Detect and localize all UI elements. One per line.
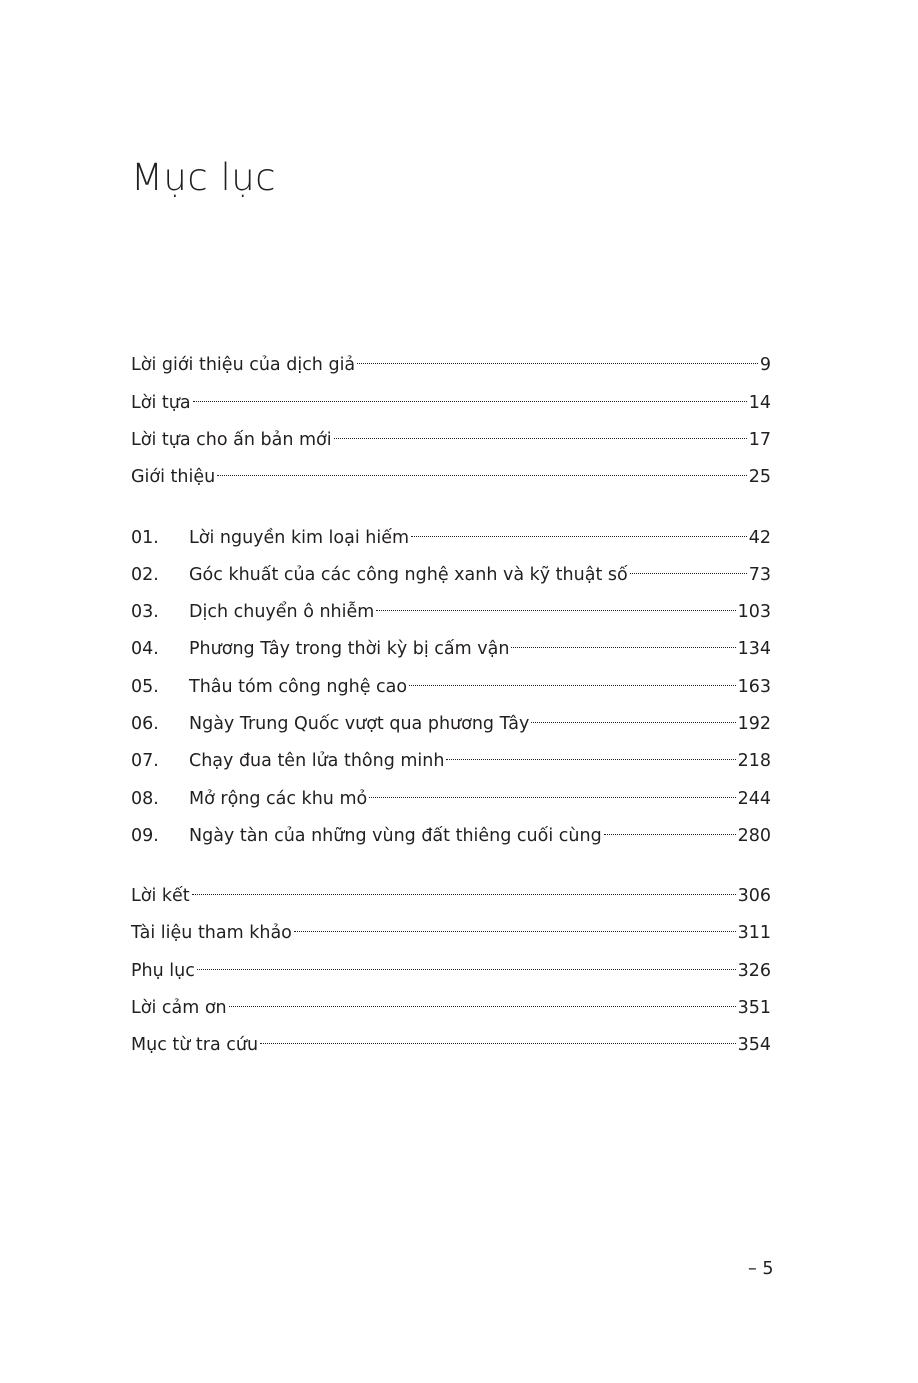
toc-entry-title: Dịch chuyển ô nhiễm xyxy=(189,602,375,622)
dot-leader xyxy=(334,419,747,445)
toc-entry-title: Lời cảm ơn xyxy=(131,998,227,1018)
dot-leader xyxy=(192,875,736,901)
dot-leader xyxy=(409,666,735,692)
toc-entry-title: Thâu tóm công nghệ cao xyxy=(189,677,408,697)
toc-entry-page: 280 xyxy=(737,826,771,846)
toc-entry-title: Mở rộng các khu mỏ xyxy=(189,789,368,809)
toc-entry-page: 42 xyxy=(748,528,771,548)
dot-leader xyxy=(411,517,747,543)
chapter-number: 05. xyxy=(131,677,159,697)
toc-entry-preface[interactable] xyxy=(131,382,771,413)
toc-entry-title: Lời tựa xyxy=(131,393,191,413)
toc-entry-title: Phương Tây trong thời kỳ bị cấm vận xyxy=(189,639,510,659)
toc-entry-title: Phụ lục xyxy=(131,961,195,981)
dot-leader xyxy=(531,703,735,729)
dot-leader xyxy=(511,628,735,654)
toc-entry-page: 244 xyxy=(737,789,771,809)
toc-entry-appendix[interactable] xyxy=(131,950,771,981)
toc-entry-title: Lời tựa cho ấn bản mới xyxy=(131,430,332,450)
toc-chapter-07[interactable] xyxy=(131,740,771,771)
toc-entry-title: Giới thiệu xyxy=(131,467,216,487)
toc-entry-page: 25 xyxy=(748,467,771,487)
toc-entry-page: 14 xyxy=(748,393,771,413)
toc-entry-page: 134 xyxy=(737,639,771,659)
chapter-number: 02. xyxy=(131,565,159,585)
dot-leader xyxy=(369,778,735,804)
toc-entry-title: Ngày tàn của những vùng đất thiêng cuối cùng xyxy=(189,826,602,846)
chapter-number: 03. xyxy=(131,602,159,622)
toc-entry-page: 9 xyxy=(759,355,771,375)
toc-entry-page: 73 xyxy=(748,565,771,585)
dot-leader xyxy=(193,382,747,408)
toc-entry-page: 311 xyxy=(737,923,771,943)
toc-entry-page: 218 xyxy=(737,751,771,771)
toc-chapter-05[interactable] xyxy=(131,666,771,697)
chapter-number: 08. xyxy=(131,789,159,809)
chapter-number: 06. xyxy=(131,714,159,734)
toc-entry-page: 192 xyxy=(737,714,771,734)
toc-entry-translator-intro[interactable] xyxy=(131,344,771,375)
dot-leader xyxy=(630,554,747,580)
toc-entry-title: Lời giới thiệu của dịch giả xyxy=(131,355,356,375)
toc-entry-title: Lời kết xyxy=(131,886,190,906)
dot-leader xyxy=(604,815,736,841)
toc-entry-title: Mục từ tra cứu xyxy=(131,1035,259,1055)
chapter-number: 01. xyxy=(131,528,159,548)
dot-leader xyxy=(376,591,735,617)
dot-leader xyxy=(197,950,736,976)
toc-chapter-04[interactable] xyxy=(131,628,771,659)
toc-entry-references[interactable] xyxy=(131,912,771,943)
dot-leader xyxy=(217,456,746,482)
toc-entry-page: 354 xyxy=(737,1035,771,1055)
toc-entry-introduction[interactable] xyxy=(131,456,771,487)
toc-entry-new-edition-preface[interactable] xyxy=(131,419,771,450)
chapter-number: 07. xyxy=(131,751,159,771)
dot-leader xyxy=(357,344,758,370)
page-title: Mục lục xyxy=(131,156,277,199)
toc-chapter-06[interactable] xyxy=(131,703,771,734)
toc-chapter-03[interactable] xyxy=(131,591,771,622)
toc-chapter-02[interactable] xyxy=(131,554,771,585)
toc-entry-title: Lời nguyền kim loại hiếm xyxy=(189,528,410,548)
chapter-number: 09. xyxy=(131,826,159,846)
toc-entry-page: 306 xyxy=(737,886,771,906)
page-number: – 5 xyxy=(748,1259,774,1279)
toc-entry-page: 17 xyxy=(748,430,771,450)
toc-entry-title: Tài liệu tham khảo xyxy=(131,923,292,943)
dot-leader xyxy=(294,912,736,938)
chapter-number: 04. xyxy=(131,639,159,659)
toc-chapter-01[interactable] xyxy=(131,517,771,548)
toc-entry-index[interactable] xyxy=(131,1024,771,1055)
dot-leader xyxy=(260,1024,736,1050)
dot-leader xyxy=(446,740,735,766)
toc-entry-page: 103 xyxy=(737,602,771,622)
toc-entry-title: Chạy đua tên lửa thông minh xyxy=(189,751,445,771)
toc-chapter-09[interactable] xyxy=(131,815,771,846)
toc-entry-page: 326 xyxy=(737,961,771,981)
toc-entry-conclusion[interactable] xyxy=(131,875,771,906)
toc-entry-page: 163 xyxy=(737,677,771,697)
toc-entry-page: 351 xyxy=(737,998,771,1018)
dot-leader xyxy=(229,987,736,1013)
toc-entry-title: Góc khuất của các công nghệ xanh và kỹ thuật số xyxy=(189,565,628,585)
toc-entry-title: Ngày Trung Quốc vượt qua phương Tây xyxy=(189,714,530,734)
toc-chapter-08[interactable] xyxy=(131,778,771,809)
toc-entry-acknowledgements[interactable] xyxy=(131,987,771,1018)
